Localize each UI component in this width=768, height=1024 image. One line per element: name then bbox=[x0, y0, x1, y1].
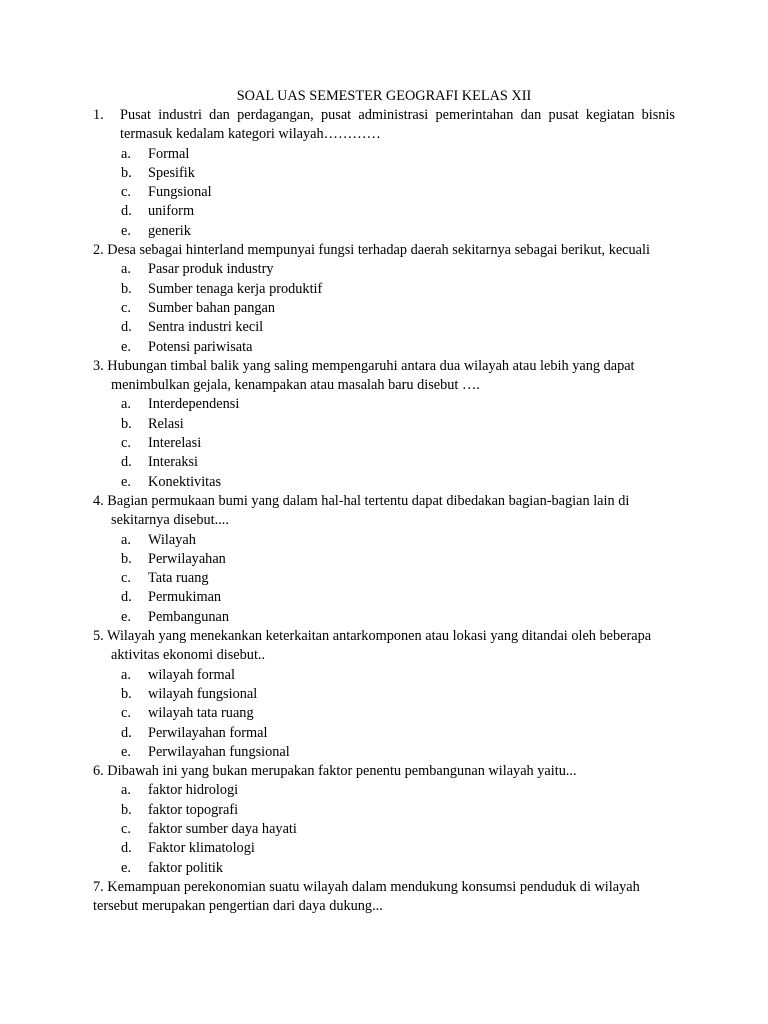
option-c bbox=[93, 434, 675, 453]
option-letter: e. bbox=[121, 859, 131, 876]
option-letter: d. bbox=[121, 840, 132, 857]
option-e bbox=[93, 338, 675, 357]
option-d bbox=[93, 453, 675, 472]
question-6 bbox=[93, 762, 675, 878]
option-e bbox=[93, 743, 675, 762]
option-text: wilayah formal bbox=[148, 666, 235, 683]
option-text: generik bbox=[148, 222, 191, 239]
question-text: Pusat industri dan perdagangan, pusat administrasi pemerintahan dan pusat kegiatan bisnis termasuk kedalam kategori wilayah………… bbox=[120, 107, 675, 143]
option-text: Konektivitas bbox=[148, 473, 222, 490]
question-text: 5. Wilayah yang menekankan keterkaitan antarkomponen atau lokasi yang ditandai oleh beberapa aktivitas ekonomi disebut.. bbox=[93, 628, 652, 664]
option-text: faktor politik bbox=[148, 859, 224, 876]
option-letter: e. bbox=[121, 473, 131, 490]
option-text: Pasar produk industry bbox=[148, 261, 274, 278]
option-a bbox=[93, 145, 675, 164]
option-text: faktor topografi bbox=[148, 801, 239, 818]
option-text: uniform bbox=[148, 203, 195, 220]
option-b bbox=[93, 164, 675, 183]
option-letter: c. bbox=[121, 705, 131, 722]
question-list bbox=[93, 106, 675, 916]
option-letter: c. bbox=[121, 299, 131, 316]
option-text: Permukiman bbox=[148, 589, 222, 606]
option-letter: c. bbox=[121, 570, 131, 587]
question-4 bbox=[93, 492, 675, 627]
option-a bbox=[93, 260, 675, 279]
option-letter: e. bbox=[121, 222, 131, 239]
option-list bbox=[93, 666, 675, 762]
option-letter: b. bbox=[121, 801, 132, 818]
option-letter: a. bbox=[121, 782, 131, 799]
option-text: Spesifik bbox=[148, 164, 195, 181]
option-letter: b. bbox=[121, 164, 132, 181]
page-title: SOAL UAS SEMESTER GEOGRAFI KELAS XII bbox=[236, 88, 532, 104]
option-letter: b. bbox=[121, 280, 132, 297]
question-2 bbox=[93, 241, 675, 357]
option-text: Relasi bbox=[148, 415, 184, 432]
option-list bbox=[93, 260, 675, 356]
question-text: 6. Dibawah ini yang bukan merupakan faktor penentu pembangunan wilayah yaitu... bbox=[93, 763, 577, 780]
option-e bbox=[93, 222, 675, 241]
option-a bbox=[93, 531, 675, 550]
option-b bbox=[93, 415, 675, 434]
option-c bbox=[93, 569, 675, 588]
option-text: Interelasi bbox=[148, 435, 202, 452]
option-letter: d. bbox=[121, 724, 132, 741]
option-list bbox=[93, 395, 675, 491]
option-letter: a. bbox=[121, 261, 131, 278]
option-letter: e. bbox=[121, 338, 131, 355]
option-list bbox=[93, 781, 675, 877]
option-c bbox=[93, 299, 675, 318]
option-text: Potensi pariwisata bbox=[148, 338, 253, 355]
option-d bbox=[93, 839, 675, 858]
option-letter: d. bbox=[121, 589, 132, 606]
option-letter: e. bbox=[121, 743, 131, 760]
option-letter: e. bbox=[121, 608, 131, 625]
option-d bbox=[93, 318, 675, 337]
option-b bbox=[93, 801, 675, 820]
option-letter: d. bbox=[121, 319, 132, 336]
option-text: faktor sumber daya hayati bbox=[148, 820, 297, 837]
option-text: Interdependensi bbox=[148, 396, 240, 413]
question-5 bbox=[93, 627, 675, 762]
option-text: Perwilayahan bbox=[148, 550, 226, 567]
option-c bbox=[93, 704, 675, 723]
option-letter: a. bbox=[121, 145, 131, 162]
option-text: wilayah fungsional bbox=[148, 685, 258, 702]
option-b bbox=[93, 280, 675, 299]
option-text: Sumber bahan pangan bbox=[148, 299, 276, 316]
option-letter: d. bbox=[121, 454, 132, 471]
option-text: Sentra industri kecil bbox=[148, 319, 264, 336]
option-e bbox=[93, 608, 675, 627]
question-stem bbox=[93, 106, 675, 145]
question-1 bbox=[93, 106, 675, 241]
option-letter: a. bbox=[121, 531, 131, 548]
option-c bbox=[93, 183, 675, 202]
option-b bbox=[93, 550, 675, 569]
option-letter: a. bbox=[121, 666, 131, 683]
option-letter: b. bbox=[121, 415, 132, 432]
option-d bbox=[93, 202, 675, 221]
question-3 bbox=[93, 357, 675, 492]
option-text: Tata ruang bbox=[148, 570, 209, 587]
option-text: Interaksi bbox=[148, 454, 199, 471]
option-text: Fungsional bbox=[148, 184, 212, 201]
option-letter: d. bbox=[121, 203, 132, 220]
option-a bbox=[93, 666, 675, 685]
question-text: 4. Bagian permukaan bumi yang dalam hal-hal tertentu dapat dibedakan bagian-bagian lain di sekitarnya disebut.... bbox=[93, 492, 630, 529]
option-letter: c. bbox=[121, 184, 131, 201]
option-text: Wilayah bbox=[148, 531, 196, 548]
option-list bbox=[93, 145, 675, 241]
option-letter: c. bbox=[121, 435, 131, 452]
option-e bbox=[93, 859, 675, 878]
option-text: Faktor klimatologi bbox=[148, 840, 255, 857]
option-a bbox=[93, 781, 675, 800]
option-text: Perwilayahan fungsional bbox=[148, 743, 290, 760]
option-text: Pembangunan bbox=[148, 608, 229, 625]
option-d bbox=[93, 588, 675, 607]
option-d bbox=[93, 724, 675, 743]
option-letter: b. bbox=[121, 685, 132, 702]
option-letter: a. bbox=[121, 396, 131, 413]
option-letter: c. bbox=[121, 820, 131, 837]
question-text: 2. Desa sebagai hinterland mempunyai fungsi terhadap daerah sekitarnya sebagai berikut, kecuali bbox=[93, 242, 650, 259]
question-7 bbox=[93, 878, 675, 917]
option-c bbox=[93, 820, 675, 839]
option-a bbox=[93, 395, 675, 414]
question-text: 3. Hubungan timbal balik yang saling mempengaruhi antara dua wilayah atau lebih yang dapat menimbulkan gejala, kenampakan atau masalah baru disebut …. bbox=[93, 357, 635, 394]
option-text: wilayah tata ruang bbox=[148, 705, 254, 722]
option-b bbox=[93, 685, 675, 704]
question-number: 1. bbox=[93, 107, 104, 123]
option-text: Perwilayahan formal bbox=[148, 724, 268, 741]
option-letter: b. bbox=[121, 550, 132, 567]
question-text: 7. Kemampuan perekonomian suatu wilayah dalam mendukung konsumsi penduduk di wilayah tersebut merupakan pengertian dari daya dukung... bbox=[93, 878, 640, 915]
option-text: Formal bbox=[148, 145, 190, 162]
option-e bbox=[93, 473, 675, 492]
option-text: Sumber tenaga kerja produktif bbox=[148, 280, 323, 297]
option-list bbox=[93, 531, 675, 627]
option-text: faktor hidrologi bbox=[148, 782, 239, 799]
